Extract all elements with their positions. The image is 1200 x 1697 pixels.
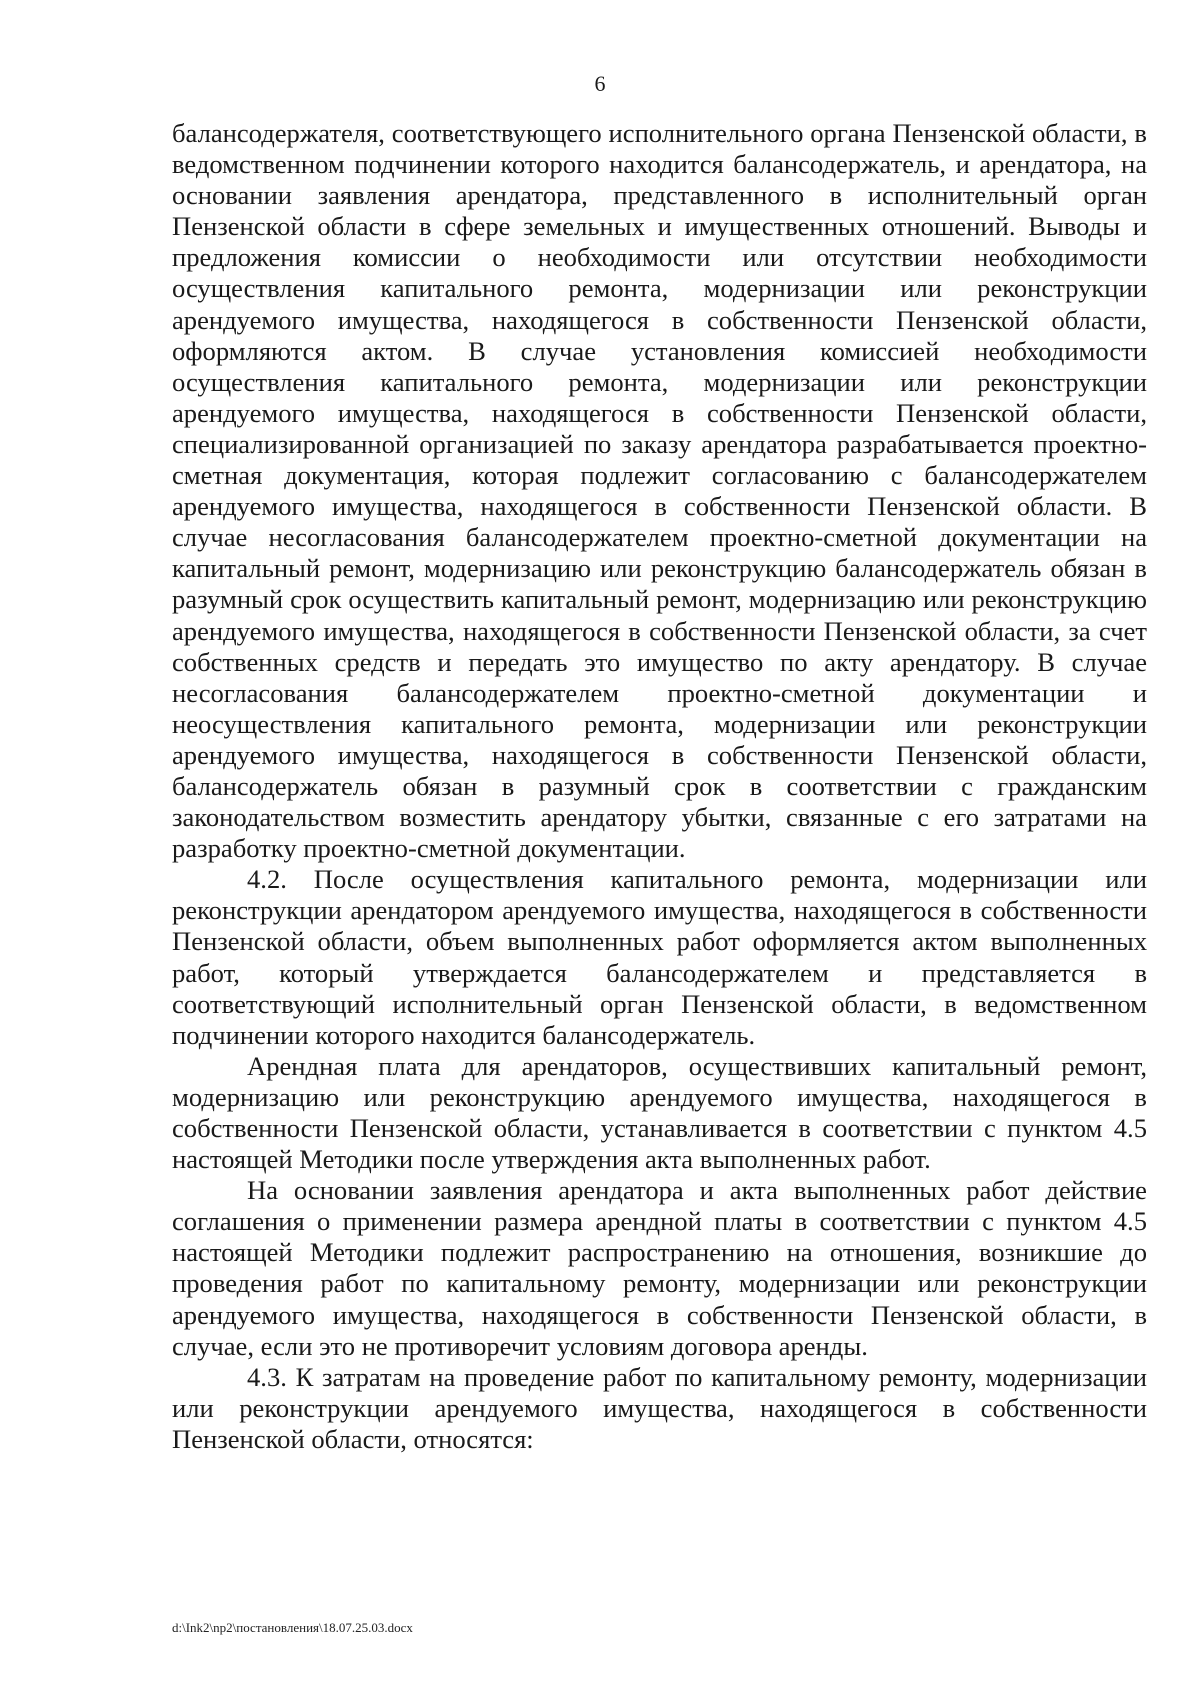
paragraph-rent: Арендная плата для арендаторов, осуществивших капитальный ремонт, модернизацию или реконструкцию арендуемого имущества, находящегося в собственности Пензенской области, устанавливается в соответствии с пунктом 4.5 настоящей Методики после утверждения акта выполненных работ. (172, 1050, 1147, 1175)
paragraph-4-2: 4.2. После осуществления капитального ремонта, модернизации или реконструкции арендатором арендуемого имущества, находящегося в собственности Пензенской области, объем выполненных работ оформляется актом выполненных работ, который утверждается балансодержателем и представляется в соответствующий исполнительный орган Пензенской области, в ведомственном подчинении которого находится балансодержатель. (172, 864, 1147, 1050)
page-number: 6 (594, 71, 606, 96)
paragraph-agreement: На основании заявления арендатора и акта выполненных работ действие соглашения о применении размера арендной платы в соответствии с пунктом 4.5 настоящей Методики подлежит распространению на отношения, возникшие до проведения работ по капитальному ремонту, модернизации или реконструкции арендуемого имущества, находящегося в собственности Пензенской области, в случае, если это не противоречит условиям договора аренды. (172, 1175, 1147, 1361)
paragraph-continuation: балансодержателя, соответствующего исполнительного органа Пензенской области, в ведомственном подчинении которого находится балансодержатель, и арендатора, на основании заявления арендатора, представленного в исполнительный орган Пензенской области в сфере земельных и имущественных отношений. Выводы и предложения комиссии о необходимости или отсутствии необходимости осуществления капитального ремонта, модернизации или реконструкции арендуемого имущества, находящегося в собственности Пензенской области, оформляются актом. В случае установления комиссией необходимости осуществления капитального ремонта, модернизации или реконструкции арендуемого имущества, находящегося в собственности Пензенской области, специализированной организацией по заказу арендатора разрабатывается проектно-сметная документация, которая подлежит согласованию с балансодержателем арендуемого имущества, находящегося в собственности Пензенской области. В случае несогласования балансодержателем проектно-сметной документации на капитальный ремонт, модернизацию или реконструкцию балансодержатель обязан в разумный срок осуществить капитальный ремонт, модернизацию или реконструкцию арендуемого имущества, находящегося в собственности Пензенской области, за счет собственных средств и передать это имущество по акту арендатору. В случае несогласования балансодержателем проектно-сметной документации и неосуществления капитального ремонта, модернизации или реконструкции арендуемого имущества, находящегося в собственности Пензенской области, балансодержатель обязан в разумный срок в соответствии с гражданским законодательством возместить арендатору убытки, связанные с его затратами на разработку проектно-сметной документации. (172, 118, 1147, 864)
document-body (172, 118, 1147, 1455)
footer-file-path: d:\Ink2\np2\постановления\18.07.25.03.docx (172, 1620, 413, 1635)
paragraph-4-3: 4.3. К затратам на проведение работ по капитальному ремонту, модернизации или реконструкции арендуемого имущества, находящегося в собственности Пензенской области, относятся: (172, 1361, 1147, 1454)
